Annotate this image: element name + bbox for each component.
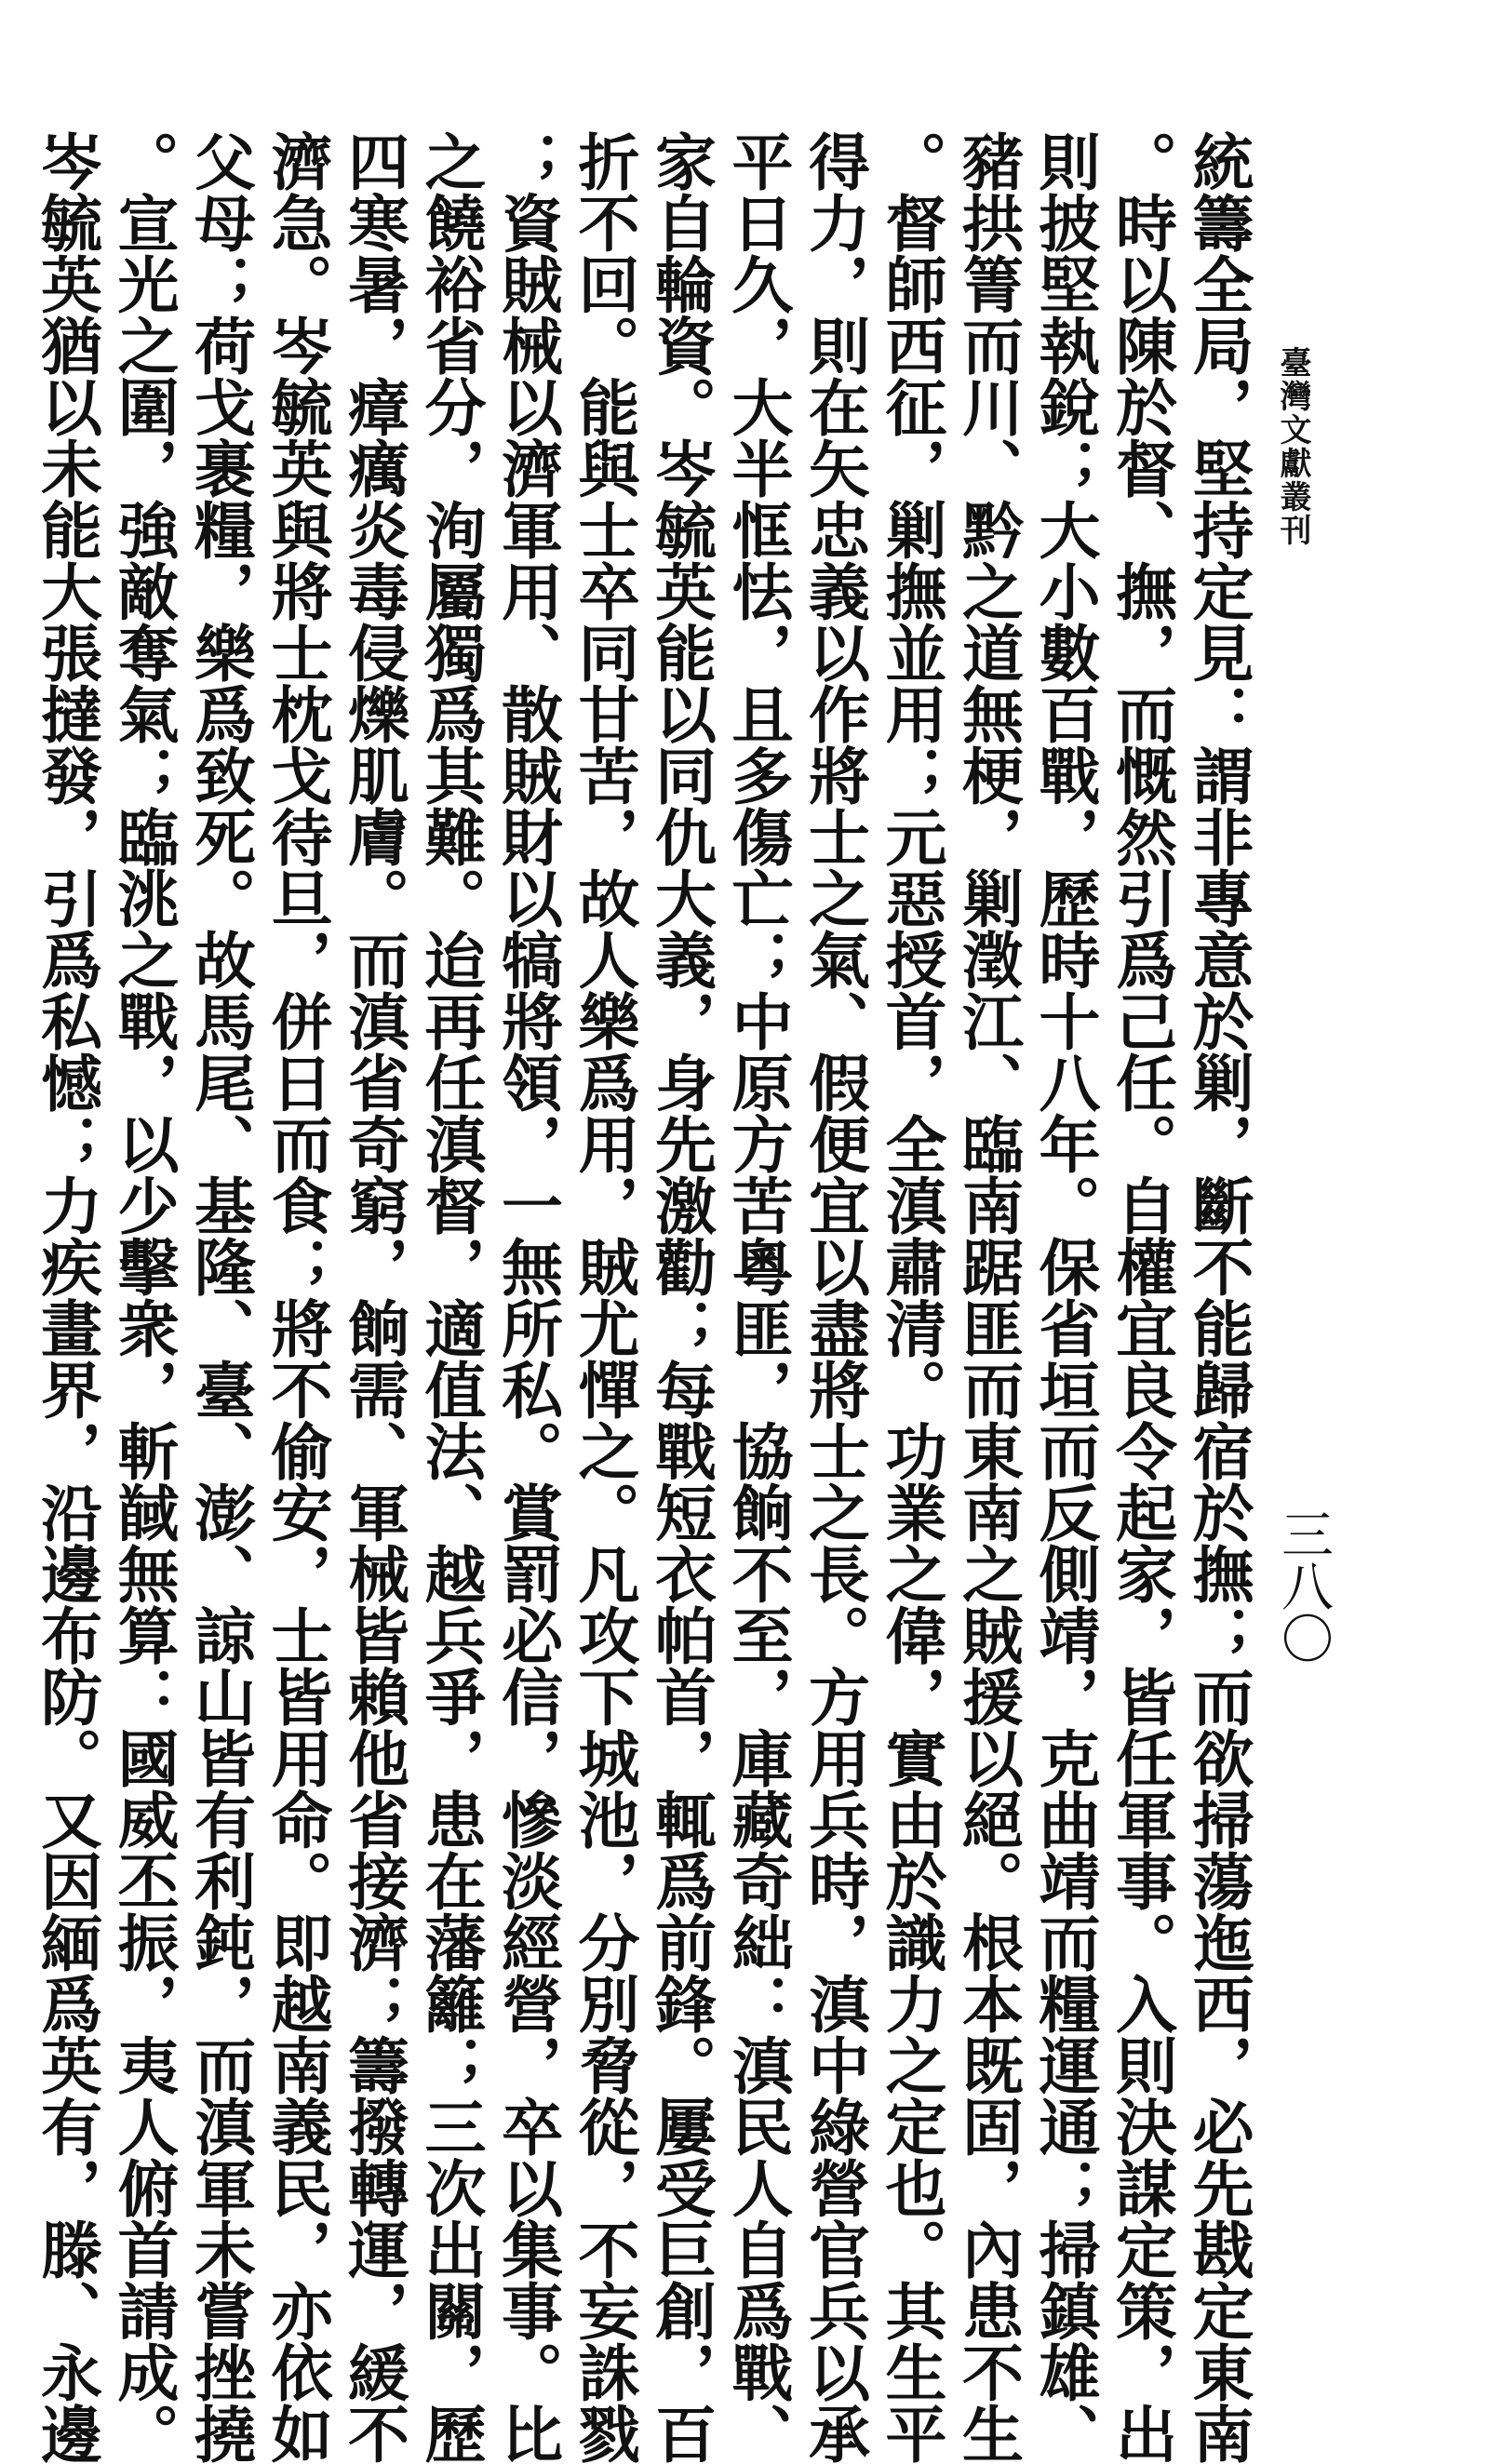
vertical-body-text: 統籌全局，堅持定見：謂非專意於剿，斷不能歸宿於撫；而欲掃蕩迤西，必先戡定東南 。時以陳於督、撫，而慨然引爲己任。自權宜良令起家，皆任軍事。入則決謀定策，出 則披堅執銳；大小數百戰，歷時十八年。保省垣而反側靖，克曲靖而糧運通；掃鎮雄、 豬拱箐而川、黔之道無梗，剿澂江、臨南踞匪而東南之賊援以絕。根本既固，內患不生 。督師西征，剿撫並用；元惡授首，全滇肅清。功業之偉，實由於識力之定也。其生平 得力，則在矢忠義以作將士之氣、假便宜以盡將士之長。方用兵時，滇中綠營官兵以承 平日久，大半恇怯，且多傷亡；中原方苦粵匪，協餉不至，庫藏奇絀：滇民人自爲戰、 家自輪資。岑毓英能以同仇大義，身先激勸；每戰短衣帕首，輒爲前鋒。屢受巨創，百 折不回。能與士卒同甘苦，故人樂爲用，賊尤憚之。凡攻下城池，分別脅從，不妄誅戮 ；資賊械以濟軍用、散賊財以犒將領，一無所私。賞罰必信，慘淡經營，卒以集事。比 之饒裕省分，洵屬獨爲其難。迨再任滇督，適值法、越兵爭，患在藩籬；三次出關，歷 四寒暑，瘴癘炎毒侵爍肌膚。而滇省奇窮，餉需、軍械皆賴他省接濟；籌撥轉運，緩不 濟急。岑毓英與將士枕戈待旦，併日而食；將不偷安，士皆用命。即越南義民，亦依如 父母；荷戈裹糧，樂爲致死。故馬尾、基隆、臺、澎、諒山皆有利鈍，而滇軍未嘗挫撓 。宣光之圍，強敵奪氣；臨洮之戰，以少擊衆，斬馘無算：國威丕振，夷人俯首請成。 岑毓英猶以未能大張撻發，引爲私憾；力疾畫界，沿邊布防。又因緬爲英有，滕、永邊	[30, 130, 1254, 2464]
page-number: 三八〇	[1273, 1507, 1334, 1664]
page-header-title: 臺灣文獻叢刊	[1274, 346, 1311, 547]
